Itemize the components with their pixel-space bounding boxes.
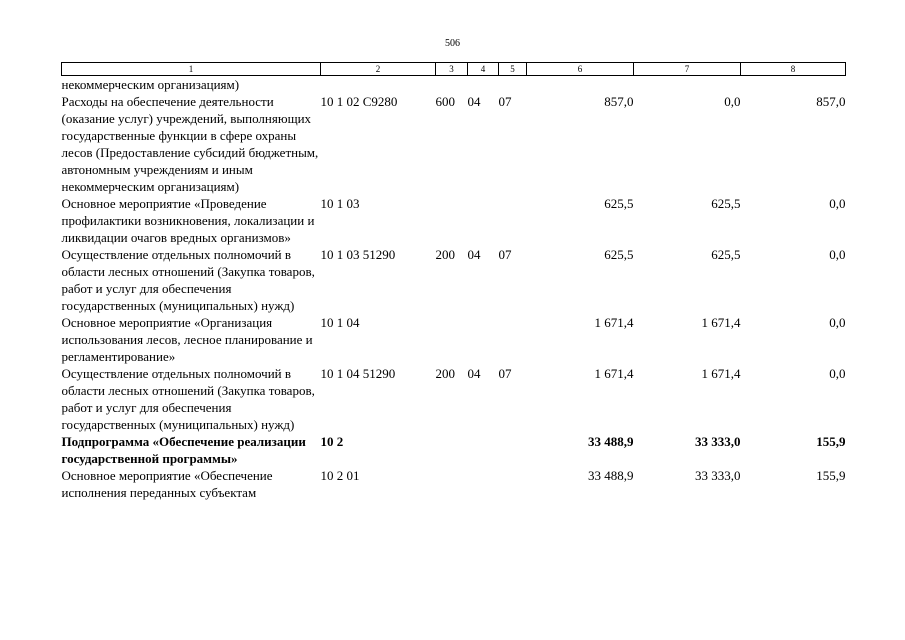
row-vr <box>436 314 468 365</box>
row-vr <box>436 433 468 467</box>
row-name: некоммерческим организациям) <box>61 77 240 92</box>
row-code <box>321 76 436 94</box>
row-code: 10 2 01 <box>320 468 360 483</box>
row-federal: 625,5 <box>711 196 741 211</box>
row-pr: 07 <box>498 247 512 262</box>
row-total <box>527 76 634 94</box>
row-federal: 1 671,4 <box>701 366 741 381</box>
row-code: 10 1 03 51290 <box>320 247 396 262</box>
row-federal: 1 671,4 <box>701 315 741 330</box>
budget-table <box>61 62 846 501</box>
row-rz: 04 <box>467 247 481 262</box>
row-rz: 04 <box>467 366 481 381</box>
row-total: 857,0 <box>604 94 634 109</box>
column-header: 4 <box>468 63 499 76</box>
row-regional: 155,9 <box>816 468 846 483</box>
row-name: Расходы на обеспечение деятельности (оказание услуг) учреждений, выполняющих государственные функции в сфере охраны лесов (Предоставление субсидий бюджетным, автономным учреждениям и иным некоммерческим организациям) <box>61 94 319 194</box>
row-regional: 155,9 <box>816 434 846 449</box>
row-code: 10 1 02 С9280 <box>320 94 398 109</box>
row-name: Основное мероприятие «Организация использования лесов, лесное планирование и регламентирование» <box>61 315 313 364</box>
column-header: 7 <box>634 63 741 76</box>
table-row <box>62 467 846 501</box>
row-name: Подпрограмма «Обеспечение реализации государственной программы» <box>61 434 306 466</box>
row-pr <box>499 467 527 501</box>
row-vr: 600 <box>435 94 455 109</box>
row-regional: 0,0 <box>829 247 846 262</box>
column-header: 2 <box>321 63 436 76</box>
column-header: 6 <box>527 63 634 76</box>
row-total: 33 488,9 <box>588 434 634 449</box>
page-number: 506 <box>445 38 460 49</box>
table-row-subprogram <box>62 433 846 467</box>
table-row <box>62 195 846 246</box>
row-rz <box>468 467 499 501</box>
row-pr <box>499 314 527 365</box>
table-row <box>62 76 846 94</box>
table-header-row <box>62 63 846 76</box>
row-federal: 33 333,0 <box>695 468 741 483</box>
row-regional: 857,0 <box>816 94 846 109</box>
row-rz <box>468 314 499 365</box>
row-rz <box>468 433 499 467</box>
row-federal: 0,0 <box>724 94 741 109</box>
row-regional: 0,0 <box>829 196 846 211</box>
column-header: 1 <box>62 63 321 76</box>
row-vr <box>436 195 468 246</box>
table-row <box>62 365 846 433</box>
column-header: 5 <box>499 63 527 76</box>
row-regional <box>741 76 846 94</box>
row-federal: 625,5 <box>711 247 741 262</box>
row-total: 625,5 <box>604 247 634 262</box>
row-total: 1 671,4 <box>594 366 634 381</box>
row-rz <box>468 195 499 246</box>
row-federal <box>634 76 741 94</box>
row-total: 33 488,9 <box>588 468 634 483</box>
row-vr: 200 <box>435 247 455 262</box>
row-rz <box>468 76 499 94</box>
table-row <box>62 93 846 195</box>
row-total: 625,5 <box>604 196 634 211</box>
row-code: 10 1 04 51290 <box>320 366 396 381</box>
row-code: 10 1 04 <box>320 315 360 330</box>
row-pr <box>499 76 527 94</box>
row-name: Основное мероприятие «Проведение профилактики возникновения, локализации и ликвидации очагов вредных организмов» <box>61 196 315 245</box>
row-pr: 07 <box>498 366 512 381</box>
row-code: 10 2 <box>320 434 344 449</box>
row-vr: 200 <box>435 366 455 381</box>
table-row <box>62 246 846 314</box>
row-pr <box>499 433 527 467</box>
row-name: Осуществление отдельных полномочий в области лесных отношений (Закупка товаров, работ и услуг для обеспечения государственных (муниципальных) нужд) <box>61 247 315 313</box>
row-vr <box>436 76 468 94</box>
column-header: 8 <box>741 63 846 76</box>
row-pr: 07 <box>498 94 512 109</box>
row-name: Основное мероприятие «Обеспечение исполнения переданных субъектам <box>61 468 273 500</box>
row-code: 10 1 03 <box>320 196 360 211</box>
row-regional: 0,0 <box>829 366 846 381</box>
row-name: Осуществление отдельных полномочий в области лесных отношений (Закупка товаров, работ и услуг для обеспечения государственных (муниципальных) нужд) <box>61 366 315 432</box>
row-pr <box>499 195 527 246</box>
table-row <box>62 314 846 365</box>
row-total: 1 671,4 <box>594 315 634 330</box>
row-vr <box>436 467 468 501</box>
column-header: 3 <box>436 63 468 76</box>
row-federal: 33 333,0 <box>695 434 741 449</box>
row-regional: 0,0 <box>829 315 846 330</box>
row-rz: 04 <box>467 94 481 109</box>
